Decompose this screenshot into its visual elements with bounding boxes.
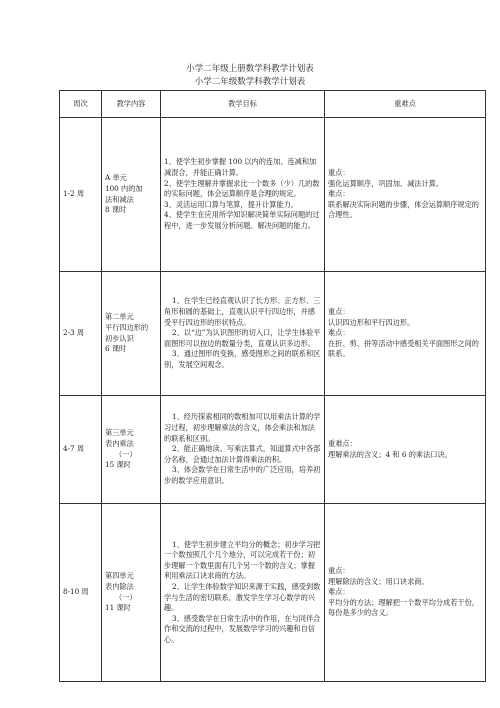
goals-cell [161,504,325,682]
goal-item: 3、感受数学在日常生活中的作用，在与同伴合作和交流的过程中，发展数学学习的兴趣和自信心。 [164,613,321,644]
header-content: 教学内容 [102,91,161,118]
unit-line: 6 课时 [105,344,127,354]
difficulty-item: 在折、剪、拼等活动中感受相关平面图形之间的联系。 [328,338,479,359]
page-subtitle: 小学二年级数学科教学计划表 [194,77,306,87]
goal-item: 1、在学生已经直观认识了长方形、正方形、三角形和圆的基础上，直观认识平行四边形，并感受平行四边形的形状特点。 [164,296,321,327]
unit-cell [102,396,161,504]
teaching-plan-table [59,90,486,682]
goal-item: 1、使学生初步掌握 100 以内的连加、连减和加减混合，并能正确计算。 [164,157,317,178]
difficulty-item: 难点： [328,189,350,199]
header-difficulty: 重难点 [325,91,486,118]
unit-line: 8 课时 [105,205,127,215]
difficulty-cell [325,272,486,396]
unit-line: 第三单元 [105,428,134,438]
table-row [60,272,486,396]
goal-item: 1、经历探索相同的数相加可以用乘法计算的学习过程，初步理解乘法的含义，体会乘法和加法的联系和区别。 [164,412,321,443]
unit-line: 15 课时 [105,460,131,470]
unit-line: 11 课时 [105,603,131,613]
unit-line: 100 内的加 [105,183,143,193]
difficulty-cell [325,118,486,272]
week-cell: 8-10 周 [60,504,102,682]
difficulty-item: 平均分的方法；理解把一个数平均分成若干份，每份是多少的含义。 [328,597,479,618]
unit-line: 法和减法 [105,194,134,204]
unit-line: 初步认识 [105,333,134,343]
difficulty-item: 联系解决实际问题的步骤，体会运算顺序规定的合理性。 [328,199,479,220]
difficulty-item: 重点： [328,566,350,576]
unit-line: 第二单元 [105,312,134,322]
goals-cell [161,272,325,396]
table-row [60,118,486,272]
difficulty-item: 强化运算顺序，巩固加、减法计算。 [328,178,444,188]
goals-cell [161,118,325,272]
goal-item: 4、使学生在应用所学知识解决简单实际问题的过程中，进一步发展分析问题、解决问题的能力。 [164,210,320,230]
difficulty-item: 理解乘法的含义；4 和 6 的乘法口诀。 [328,449,452,459]
difficulty-item: 重点： [328,168,350,178]
goal-item: 3、通过图形的变换，感受图形之间的联系和区别，发展空间观念。 [164,349,321,369]
page-title: 小学二年级上册数学科教学计划表 [186,64,314,74]
goal-item: 2、让学生体验数学知识来源于实践，感受到数学与生活的密切联系，激发学生学习心数学的兴趣。 [164,581,321,613]
difficulty-item: 重点： [328,307,350,317]
unit-line: A 单元 [105,173,127,183]
difficulty-item: 理解除法的含义；用口诀求商。 [328,576,429,586]
goal-item: 3、灵活运用口算与笔算，提升计算能力。 [164,199,298,209]
week-cell: 1-2 周 [60,118,102,272]
unit-cell [102,118,161,272]
difficulty-item: 认识四边形和平行四边形。 [328,317,415,327]
table-header-row [60,91,486,118]
goal-item: 2、能正确地读、写乘法算式，知道算式中各部分名称，会通过加法计算得乘法的积。 [164,444,321,464]
goal-item: 1、使学生初步建立平均分的概念；初步学习把一个数按照几个几个地分，可以完成若干份；初步理解一个数里面有几个另一个数的含义；掌握利用乘法口诀求商的方法。 [164,539,321,581]
unit-line: 表内乘法 [105,438,134,448]
unit-line: （一） [115,449,137,459]
difficulty-cell [325,504,486,682]
difficulty-item: 难点： [328,587,350,597]
week-cell: 4-7 周 [60,396,102,504]
goal-item: 2、以“边”为认识图形的切入口，让学生体验平面图形可以按边的数量分类，直观认识多边形。 [164,328,321,348]
unit-line: 表内除法 [105,581,134,591]
unit-cell [102,272,161,396]
table-row [60,396,486,504]
goals-cell [161,396,325,504]
unit-line: （一） [115,592,137,602]
goal-item: 2、使学生理解并掌握求比一个数多（少）几的数的实际问题，体会运算顺序是合理的规定。 [164,178,320,199]
unit-cell [102,504,161,682]
difficulty-cell [325,396,486,504]
goal-item: 3、体会数学在日常生活中的广泛应用，培养初步的数学应用意识。 [164,465,321,485]
unit-line: 平行四边形的 [105,322,149,332]
unit-line: 第四单元 [105,571,134,581]
header-week: 周次 [60,91,102,118]
table-row [60,504,486,682]
difficulty-item: 难点： [328,328,350,338]
week-cell: 2-3 周 [60,272,102,396]
header-goals: 教学目标 [161,91,325,118]
difficulty-item: 重难点： [328,438,357,448]
